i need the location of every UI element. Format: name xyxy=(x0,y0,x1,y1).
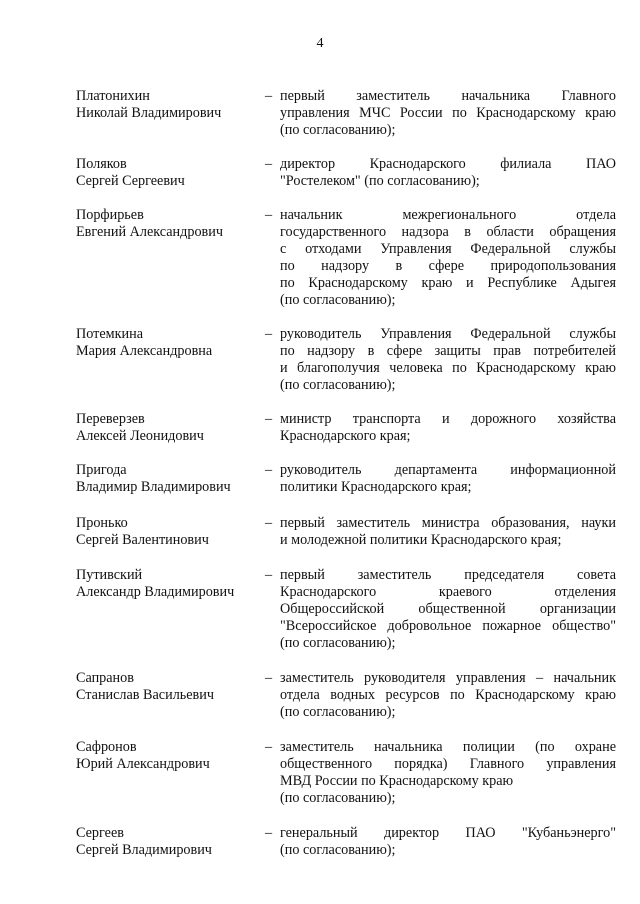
member-position xyxy=(280,326,616,394)
member-position xyxy=(280,567,616,652)
member-position-line: министр транспорта и дорожного хозяйства xyxy=(280,411,616,427)
member-dash: – xyxy=(265,207,273,223)
member-given-names: Александр Владимирович xyxy=(76,584,235,600)
member-dash: – xyxy=(265,825,273,841)
member-position-line: управления МЧС России по Краснодарскому краю xyxy=(280,105,616,121)
page-number: 4 xyxy=(316,36,324,51)
member-surname: Сапранов xyxy=(76,670,134,686)
member-position-line: (по согласованию); xyxy=(280,122,396,138)
member-dash: – xyxy=(265,670,273,686)
member-surname: Порфирьев xyxy=(76,207,144,223)
member-position-line: по надзору в сфере защиты прав потребителей xyxy=(280,343,616,359)
member-position-line: директор Краснодарского филиала ПАО xyxy=(280,156,616,172)
member-position-line: общественного порядка) Главного управления xyxy=(280,756,616,772)
member-person xyxy=(76,326,266,360)
member-person xyxy=(76,825,266,859)
member-surname: Платонихин xyxy=(76,88,150,104)
member-position-line: Общероссийской общественной организации xyxy=(280,601,616,617)
member-position-line: (по согласованию); xyxy=(280,377,396,393)
member-position-line: заместитель руководителя управления – начальник xyxy=(280,670,616,686)
member-position-line: по Краснодарскому краю и Республике Адыгея xyxy=(280,275,616,291)
member-surname: Поляков xyxy=(76,156,127,172)
member-surname: Пригода xyxy=(76,462,127,478)
member-surname: Сергеев xyxy=(76,825,124,841)
member-position xyxy=(280,670,616,721)
member-position-line: (по согласованию); xyxy=(280,292,396,308)
member-position-line: первый заместитель начальника Главного xyxy=(280,88,616,104)
member-given-names: Юрий Александрович xyxy=(76,756,210,772)
member-given-names: Евгений Александрович xyxy=(76,224,223,240)
member-position xyxy=(280,156,616,190)
member-position-line: руководитель Управления Федеральной службы xyxy=(280,326,616,342)
member-position-line: первый заместитель председателя совета xyxy=(280,567,616,583)
member-position-line: генеральный директор ПАО "Кубаньэнерго" xyxy=(280,825,616,841)
member-given-names: Владимир Владимирович xyxy=(76,479,231,495)
member-surname: Пронько xyxy=(76,515,128,531)
member-position-line: (по согласованию); xyxy=(280,704,396,720)
member-person xyxy=(76,670,266,704)
member-given-names: Сергей Валентинович xyxy=(76,532,209,548)
member-position-line: МВД России по Краснодарскому краю xyxy=(280,773,514,789)
member-position-line: с отходами Управления Федеральной службы xyxy=(280,241,616,257)
member-given-names: Мария Александровна xyxy=(76,343,213,359)
member-position-line: (по согласованию); xyxy=(280,842,396,858)
member-dash: – xyxy=(265,462,273,478)
member-position-line: "Ростелеком" (по согласованию); xyxy=(280,173,480,189)
member-person xyxy=(76,411,266,445)
member-dash: – xyxy=(265,567,273,583)
member-position-line: (по согласованию); xyxy=(280,790,396,806)
member-given-names: Сергей Сергеевич xyxy=(76,173,185,189)
member-dash: – xyxy=(265,515,273,531)
member-position xyxy=(280,207,616,309)
member-position-line: политики Краснодарского края; xyxy=(280,479,472,495)
member-person xyxy=(76,462,266,496)
member-position-line: по надзору в сфере природопользования xyxy=(280,258,616,274)
member-person xyxy=(76,88,266,122)
member-position xyxy=(280,825,616,859)
member-position-line: руководитель департамента информационной xyxy=(280,462,616,478)
member-person xyxy=(76,515,266,549)
member-position xyxy=(280,88,616,139)
member-person xyxy=(76,156,266,190)
member-dash: – xyxy=(265,326,273,342)
member-position xyxy=(280,462,616,496)
member-surname: Сафронов xyxy=(76,739,137,755)
member-person xyxy=(76,207,266,241)
member-given-names: Алексей Леонидович xyxy=(76,428,204,444)
member-position-line: и молодежной политики Краснодарского края; xyxy=(280,532,562,548)
member-given-names: Сергей Владимирович xyxy=(76,842,212,858)
member-given-names: Станислав Васильевич xyxy=(76,687,214,703)
member-surname: Потемкина xyxy=(76,326,144,342)
member-given-names: Николай Владимирович xyxy=(76,105,222,121)
member-position-line: начальник межрегионального отдела xyxy=(280,207,616,223)
member-position-line: отдела водных ресурсов по Краснодарскому краю xyxy=(280,687,616,703)
member-person xyxy=(76,739,266,773)
member-position-line: (по согласованию); xyxy=(280,635,396,651)
member-position xyxy=(280,515,616,549)
member-surname: Переверзев xyxy=(76,411,145,427)
member-dash: – xyxy=(265,739,273,755)
member-position-line: Краснодарского края; xyxy=(280,428,411,444)
member-position xyxy=(280,411,616,445)
member-position-line: первый заместитель министра образования, науки xyxy=(280,515,616,531)
member-dash: – xyxy=(265,88,273,104)
member-position xyxy=(280,739,616,807)
member-position-line: государственного надзора в области обращения xyxy=(280,224,616,240)
member-position-line: и благополучия человека по Краснодарскому краю xyxy=(280,360,616,376)
member-position-line: заместитель начальника полиции (по охране xyxy=(280,739,616,755)
member-position-line: "Всероссийское добровольное пожарное общество" xyxy=(280,618,616,634)
member-position-line: Краснодарского краевого отделения xyxy=(280,584,616,600)
member-surname: Путивский xyxy=(76,567,143,583)
member-dash: – xyxy=(265,411,273,427)
member-person xyxy=(76,567,266,601)
member-dash: – xyxy=(265,156,273,172)
